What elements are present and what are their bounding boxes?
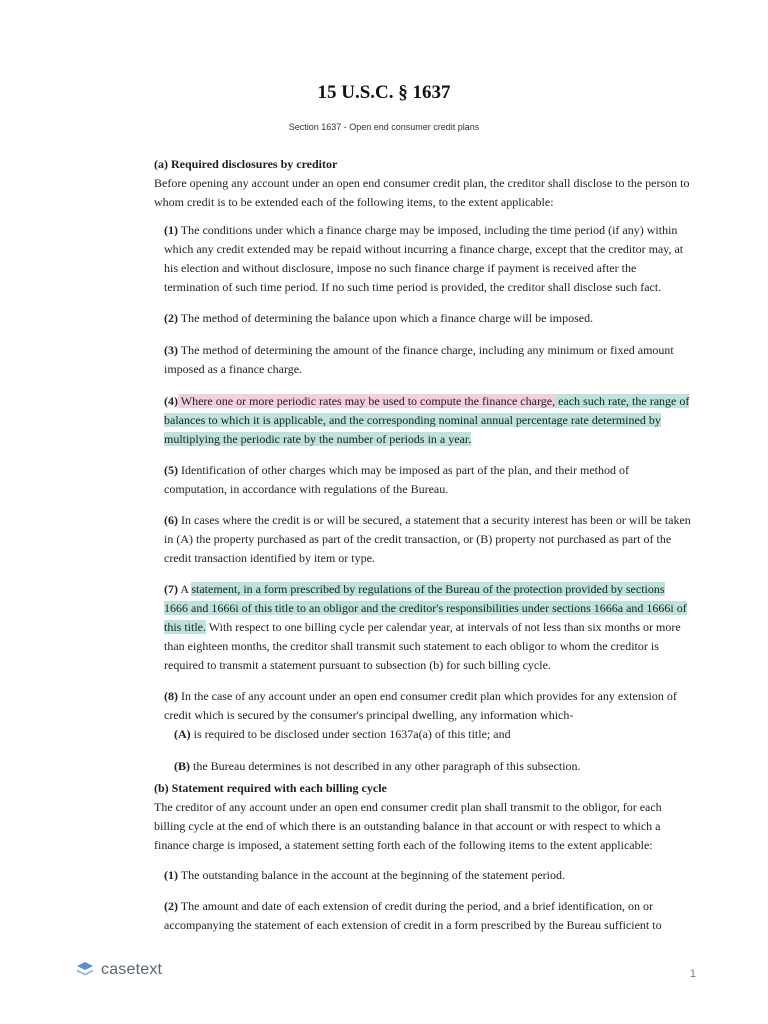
highlight-teal: each such rate, the range of: [555, 394, 690, 408]
casetext-logo-icon: [75, 960, 95, 980]
section-a: [154, 155, 768, 776]
paragraph-line: required to transmit a statement pursuant to subsection (b) for such billing cycle.: [164, 658, 551, 672]
page-subtitle: Section 1637 - Open end consumer credit plans: [288, 122, 480, 132]
highlight-teal: this title.: [164, 620, 206, 634]
section-a-intro-line: Before opening any account under an open end consumer credit plan, the creditor shall disclose to the person to: [154, 176, 690, 190]
paragraph-line: In the case of any account under an open end consumer credit plan which provides for any extension of: [178, 689, 677, 703]
highlight-teal: 1666 and 1666i of this title to an obligor and the creditor's responsibilities under sections 1666a and 1666i of: [164, 601, 687, 615]
paragraph-number: (4): [164, 394, 178, 408]
paragraph-line: which any credit extended may be repaid without incurring a finance charge, except that the creditor may, at: [164, 242, 684, 256]
paragraph-line: In cases where the credit is or will be secured, a statement that a security interest has been or will be taken: [178, 513, 691, 527]
section-b-intro-line: billing cycle at the end of which there is an outstanding balance in that account or with respect to which a: [154, 819, 661, 833]
paragraph-line: The conditions under which a finance charge may be imposed, including the time period (if any) within: [178, 223, 678, 237]
paragraph-number: (3): [164, 343, 178, 357]
paragraph-number: (8): [164, 689, 178, 703]
paragraph-number: (7): [164, 582, 178, 596]
paragraph-a7: [164, 580, 768, 675]
subparagraph-text: the Bureau determines is not described in any other paragraph of this subsection.: [190, 759, 581, 773]
paragraph-number: (1): [164, 223, 178, 237]
highlight-teal: balances to which it is applicable, and the corresponding nominal annual percentage rate determined by: [164, 413, 661, 427]
paragraph-line: The method of determining the amount of the finance charge, including any minimum or fixed amount: [178, 343, 674, 357]
paragraph-line: credit which is secured by the consumer's principal dwelling, any information which-: [164, 708, 574, 722]
section-b-intro: [154, 798, 768, 855]
section-b-intro-line: The creditor of any account under an open end consumer credit plan shall transmit to the obligor, for each: [154, 800, 662, 814]
paragraph-number: (2): [164, 899, 178, 913]
casetext-logo[interactable]: [75, 960, 162, 980]
paragraph-line: The outstanding balance in the account at the beginning of the statement period.: [178, 868, 565, 882]
section-a-heading: (a) Required disclosures by creditor: [154, 157, 338, 171]
paragraph-line: in (A) the property purchased as part of the credit transaction, or (B) property not purchased as part of the: [164, 532, 672, 546]
paragraph-line: his election and without disclosure, impose no such finance charge if payment is received after the: [164, 261, 637, 275]
paragraph-a1: [164, 221, 768, 297]
paragraph-a5: [164, 461, 768, 499]
paragraph-text: With respect to one billing cycle per calendar year, at intervals of not less than six months or more: [206, 620, 681, 634]
paragraph-number: (6): [164, 513, 178, 527]
page-number: 1: [689, 968, 696, 980]
paragraph-b1: [164, 866, 768, 885]
subparagraph-number: (A): [174, 727, 191, 741]
paragraph-a3: [164, 341, 768, 379]
paragraph-line: computation, in accordance with regulations of the Bureau.: [164, 482, 449, 496]
subparagraph-a8B: [174, 757, 768, 776]
section-b: [154, 779, 768, 935]
subparagraph-number: (B): [174, 759, 190, 773]
paragraph-text: A: [178, 582, 192, 596]
paragraph-number: (1): [164, 868, 178, 882]
page-title: 15 U.S.C. § 1637: [317, 82, 451, 103]
paragraph-line: than eighteen months, the creditor shall transmit such statement to each obligor to whom the creditor is: [164, 639, 659, 653]
paragraph-line: termination of such time period. If no such time period is provided, the creditor shall disclose such fact.: [164, 280, 662, 294]
section-a-intro-line: whom credit is to be extended each of the following items, to the extent applicable:: [154, 195, 554, 209]
paragraph-number: (5): [164, 463, 178, 477]
paragraph-a8: [164, 687, 768, 725]
highlight-pink: Where one or more periodic rates may be used to compute the finance charge,: [178, 394, 556, 408]
highlight-teal: statement, in a form prescribed by regulations of the Bureau of the protection provided by sections: [191, 582, 665, 596]
paragraph-line: credit transaction identified by item or type.: [164, 551, 375, 565]
paragraph-a2: [164, 309, 768, 328]
subparagraph-text: is required to be disclosed under section 1637a(a) of this title; and: [190, 727, 511, 741]
section-a-intro: [154, 174, 768, 212]
paragraph-a4: [164, 392, 768, 449]
paragraph-line: The amount and date of each extension of credit during the period, and a brief identification, on or: [178, 899, 653, 913]
paragraph-number: (2): [164, 311, 178, 325]
paragraph-line: The method of determining the balance upon which a finance charge will be imposed.: [178, 311, 594, 325]
casetext-logo-text: casetext: [101, 961, 163, 978]
document-body: [154, 155, 768, 935]
section-b-heading: (b) Statement required with each billing cycle: [154, 781, 387, 795]
paragraph-line: accompanying the statement of each extension of credit in a form prescribed by the Bureau sufficient to: [164, 918, 662, 932]
subparagraph-a8A: [174, 725, 768, 744]
highlight-teal: multiplying the periodic rate by the number of periods in a year.: [164, 432, 472, 446]
paragraph-line: imposed as a finance charge.: [164, 362, 303, 376]
paragraph-line: Identification of other charges which may be imposed as part of the plan, and their method of: [178, 463, 629, 477]
section-b-intro-line: finance charge is imposed, a statement setting forth each of the following items to the extent applicable:: [154, 838, 653, 852]
paragraph-a6: [164, 511, 768, 568]
paragraph-b2: [164, 897, 768, 935]
